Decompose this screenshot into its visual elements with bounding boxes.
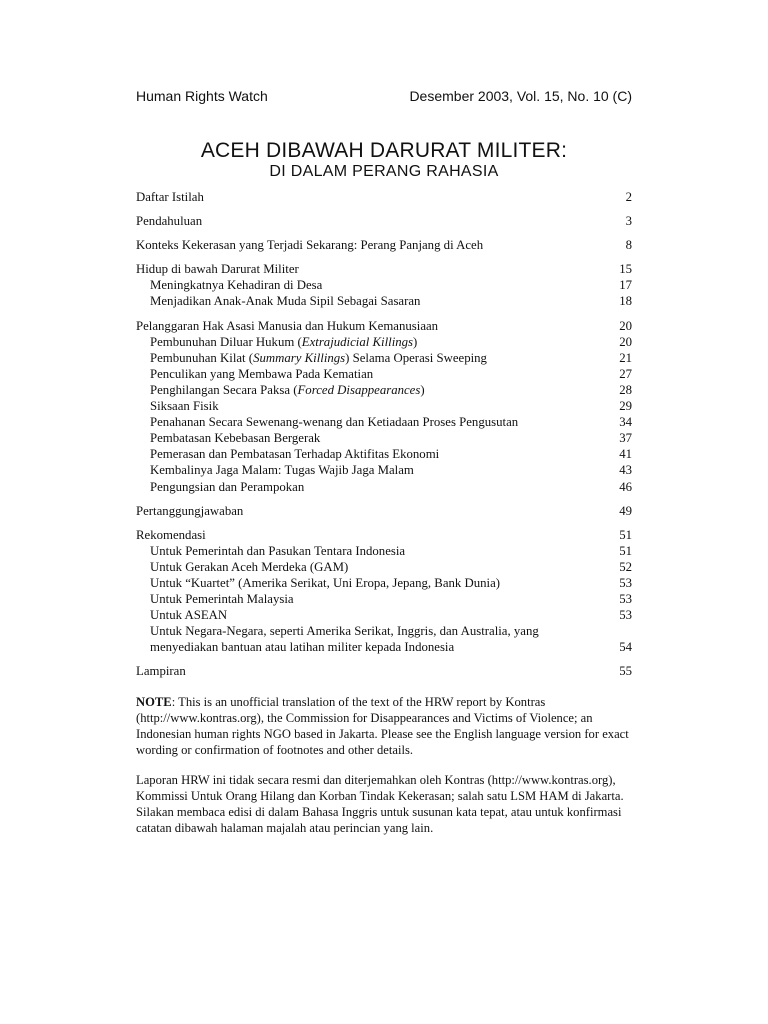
toc-entry-label: Daftar Istilah [136, 190, 204, 204]
toc-entry[interactable] [136, 237, 632, 253]
toc-subentry[interactable] [136, 446, 632, 462]
toc-group [136, 237, 632, 253]
toc-page-number: 52 [619, 559, 632, 574]
toc-entry[interactable] [136, 527, 632, 543]
toc-page-number: 2 [625, 190, 632, 204]
toc-entry-label: Pemerasan dan Pembatasan Terhadap Aktifitas Ekonomi [150, 447, 440, 462]
toc-entry-label [136, 334, 619, 350]
toc-subentry[interactable] [136, 543, 632, 559]
toc-entry-label: Pengungsian dan Perampokan [150, 479, 305, 494]
issue-info: Desember 2003, Vol. 15, No. 10 (C) [409, 88, 632, 104]
toc-entry-label: Konteks Kekerasan yang Terjadi Sekarang: Perang Panjang di Aceh [136, 238, 484, 253]
toc-group [136, 261, 632, 309]
toc-label-after: ) [420, 382, 425, 397]
toc-subentry[interactable] [136, 462, 632, 478]
toc-subentry[interactable] [136, 591, 632, 607]
toc-label-italic: Extrajudicial Killings [301, 334, 414, 349]
toc-entry[interactable] [136, 189, 632, 205]
toc-entry-label: Pelanggaran Hak Asasi Manusia dan Hukum Kemanusiaan [136, 318, 439, 333]
toc-page-number: 17 [619, 278, 632, 293]
toc-page-number: 29 [619, 399, 632, 414]
toc-entry[interactable] [136, 503, 632, 519]
toc-subentry[interactable] [136, 277, 632, 293]
toc-entry-label: Untuk Negara-Negara, seperti Amerika Serikat, Inggris, dan Australia, yang menyediakan bantuan atau latihan militer kepada Indonesia [150, 624, 539, 655]
toc-page-number: 28 [619, 382, 632, 397]
toc-label-italic: Forced Disappearances [297, 382, 421, 397]
toc-group [136, 213, 632, 229]
toc-subentry[interactable] [136, 623, 632, 655]
toc-entry-label: Pendahuluan [136, 214, 203, 229]
toc-entry-label: Untuk Pemerintah Malaysia [150, 592, 294, 607]
toc-subentry[interactable] [136, 559, 632, 575]
toc-entry-label: Rekomendasi [136, 527, 206, 542]
toc-subentry[interactable] [136, 366, 632, 382]
toc-entry-label: Penahanan Secara Sewenang-wenang dan Ketiadaan Proses Pengusutan [150, 415, 519, 430]
toc-subentry[interactable] [136, 414, 632, 430]
toc-entry[interactable] [136, 261, 632, 277]
note-text: : This is an unofficial translation of the text of the HRW report by Kontras (http://www.kontras.org), the Commission for Disappearances and Victims of Violence; an Indonesian human rights NGO based in Jakarta. Please see the English language version for exact wording or confirmation of footnotes and other details. [136, 695, 629, 757]
toc-entry-label: Pembatasan Kebebasan Bergerak [150, 431, 321, 446]
toc-entry-label: Untuk “Kuartet” (Amerika Serikat, Uni Eropa, Jepang, Bank Dunia) [150, 575, 501, 590]
document-header [136, 88, 632, 104]
toc-page-number: 27 [619, 366, 632, 381]
toc-entry-label: Siksaan Fisik [150, 399, 219, 414]
toc-entry[interactable] [136, 663, 632, 679]
organization-name: Human Rights Watch [136, 88, 268, 104]
toc-entry-label: Meningkatnya Kehadiran di Desa [150, 278, 323, 293]
toc-subentry[interactable] [136, 334, 632, 350]
toc-subentry[interactable] [136, 479, 632, 495]
toc-subentry[interactable] [136, 575, 632, 591]
indonesian-note: Laporan HRW ini tidak secara resmi dan diterjemahkan oleh Kontras (http://www.kontras.org), Kommissi Untuk Orang Hilang dan Korban Tindak Kekerasan; salah satu LSM HAM di Jakarta. Silakan membaca edisi di dalam Bahasa Inggris untuk susunan kata tepat, atau untuk konfirmasi catatan dibawah halaman majalah atau perincian yang lain. [136, 773, 624, 835]
toc-page-number: 49 [619, 503, 632, 518]
document-subtitle: DI DALAM PERANG RAHASIA [269, 163, 499, 180]
toc-label-italic: Summary Killings [253, 350, 346, 365]
toc-page-number: 15 [619, 262, 632, 277]
toc-entry-label: Lampiran [136, 664, 186, 679]
toc-page-number: 43 [619, 463, 632, 478]
toc-subentry[interactable] [136, 607, 632, 623]
toc-page-number: 53 [619, 575, 632, 590]
toc-page-number: 20 [619, 318, 632, 333]
toc-label-text: Pembunuhan Kilat ( [150, 350, 254, 365]
toc-group [136, 503, 632, 519]
toc-entry-label: Menjadikan Anak-Anak Muda Sipil Sebagai Sasaran [150, 294, 421, 309]
toc-page-number: 51 [619, 527, 632, 542]
toc-entry-label: Untuk Gerakan Aceh Merdeka (GAM) [150, 559, 349, 574]
toc-page-number: 53 [619, 608, 632, 623]
toc-entry-label: Hidup di bawah Darurat Militer [136, 262, 299, 277]
toc-label-text: Penghilangan Secara Paksa ( [150, 382, 298, 397]
toc-page-number: 53 [619, 592, 632, 607]
toc-page-number: 46 [619, 479, 632, 494]
toc-page-number: 37 [619, 431, 632, 446]
toc-label-after: ) [413, 334, 418, 349]
toc-group [136, 189, 632, 205]
toc-page-number: 51 [619, 543, 632, 558]
english-note [136, 694, 632, 758]
toc-page-number: 34 [619, 415, 632, 430]
toc-entry[interactable] [136, 318, 632, 334]
toc-subentry[interactable] [136, 382, 632, 398]
toc-entry-label: Untuk Pemerintah dan Pasukan Tentara Indonesia [150, 543, 406, 558]
toc-subentry[interactable] [136, 293, 632, 309]
toc-subentry[interactable] [136, 398, 632, 414]
toc-subentry[interactable] [136, 430, 632, 446]
toc-group [136, 318, 632, 495]
toc-entry-label [136, 350, 619, 366]
document-title: ACEH DIBAWAH DARURAT MILITER: [200, 139, 568, 162]
toc-page-number: 20 [619, 334, 632, 349]
toc-entry-label [136, 382, 619, 398]
toc-entry-label: Kembalinya Jaga Malam: Tugas Wajib Jaga Malam [150, 463, 414, 478]
toc-label-after: ) Selama Operasi Sweeping [345, 350, 487, 365]
table-of-contents [136, 189, 632, 688]
toc-group [136, 527, 632, 656]
toc-page-number: 3 [625, 214, 632, 229]
note-label: NOTE [136, 695, 172, 709]
toc-entry-label: Pertanggungjawaban [136, 503, 244, 518]
toc-subentry[interactable] [136, 350, 632, 366]
toc-label-text: Pembunuhan Diluar Hukum ( [150, 334, 302, 349]
toc-page-number: 18 [619, 294, 632, 309]
toc-page-number: 41 [619, 447, 632, 462]
toc-entry[interactable] [136, 213, 632, 229]
toc-page-number: 54 [619, 640, 632, 655]
toc-entry-label: Untuk ASEAN [150, 608, 228, 623]
toc-entry-label: Penculikan yang Membawa Pada Kematian [150, 366, 374, 381]
toc-page-number: 8 [625, 238, 632, 253]
toc-page-number: 55 [619, 664, 632, 679]
toc-page-number: 21 [619, 350, 632, 365]
toc-group [136, 663, 632, 679]
